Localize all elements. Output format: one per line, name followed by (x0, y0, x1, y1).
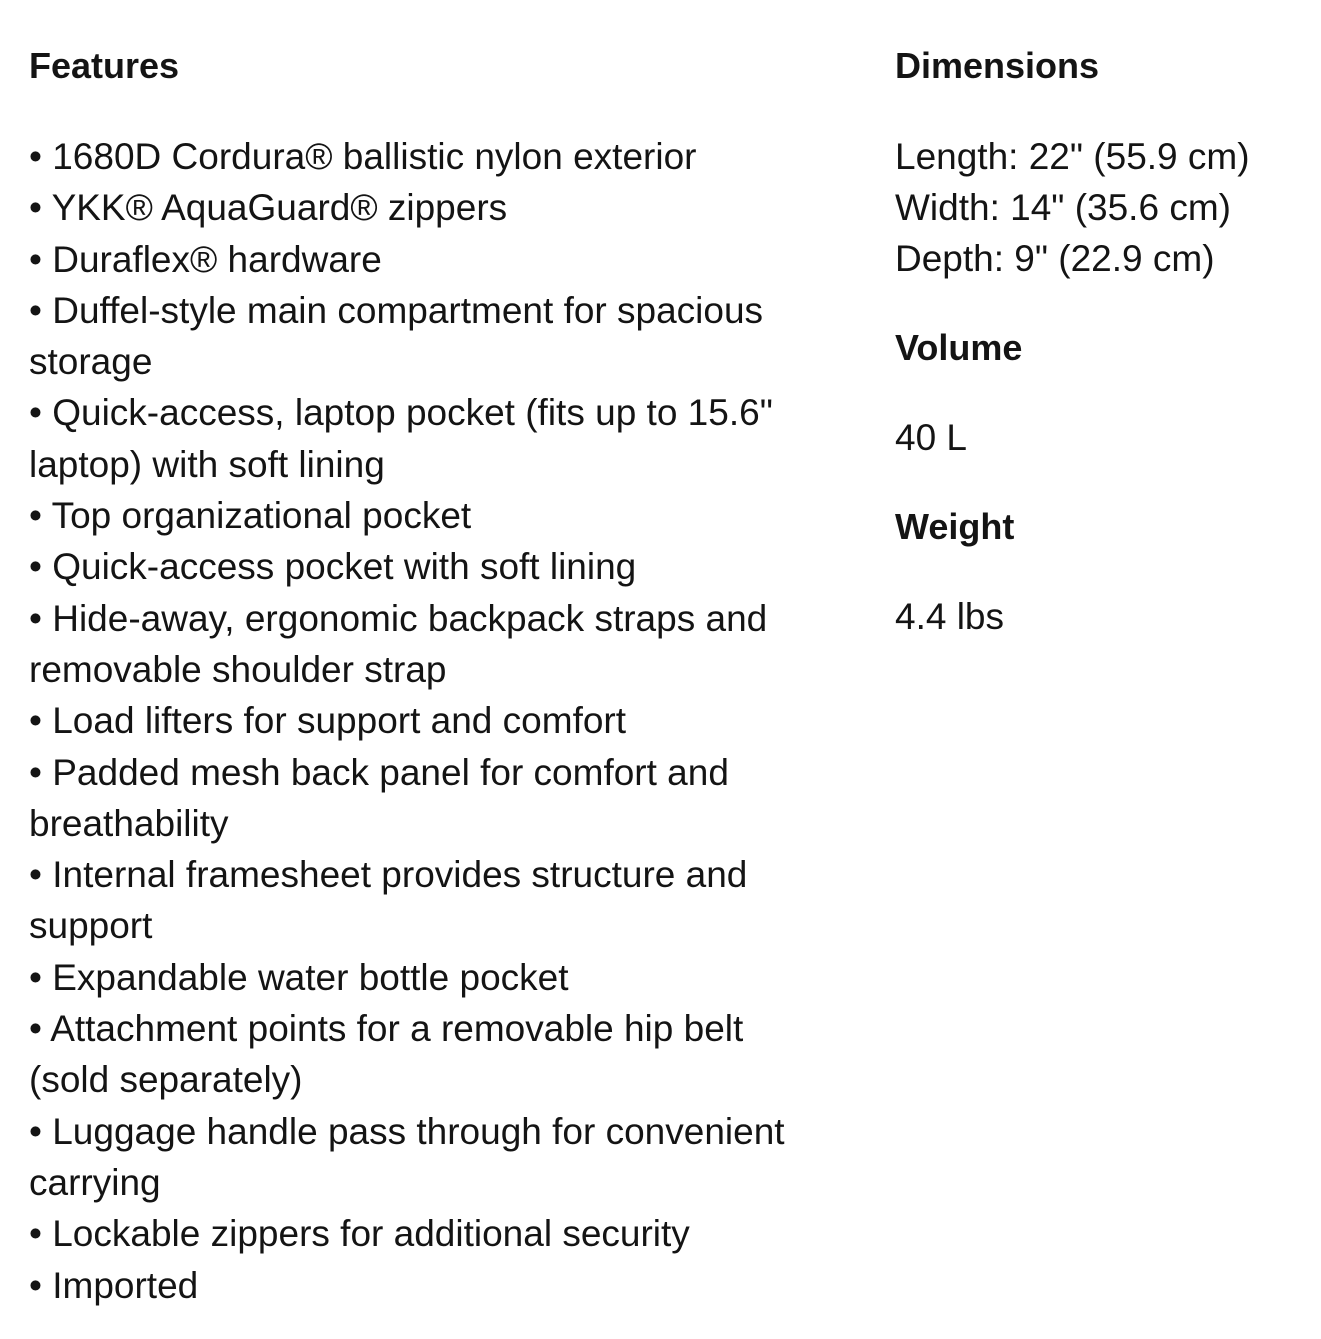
features-heading: Features (29, 45, 180, 86)
feature-item: • Top organizational pocket (29, 495, 472, 537)
dimension-length: Length: 22" (55.9 cm) (895, 136, 1250, 177)
dimensions-list (895, 131, 1315, 284)
feature-item: • Expandable water bottle pocket (29, 956, 569, 998)
feature-item: • 1680D Cordura® ballistic nylon exterior (29, 136, 697, 177)
feature-item: • Lockable zippers for additional security (29, 1213, 690, 1255)
features-list (29, 131, 829, 1311)
weight-heading: Weight (895, 506, 1015, 547)
weight-value: 4.4 lbs (895, 596, 1005, 637)
feature-item: • Padded mesh back panel for comfort and breathability (29, 751, 729, 844)
volume-value: 40 L (895, 417, 968, 458)
specs-section (895, 40, 1315, 642)
feature-item: • Internal framesheet provides structure and support (29, 854, 748, 947)
feature-item: • Attachment points for a removable hip belt (sold separately) (29, 1008, 744, 1101)
feature-item: • Quick-access pocket with soft lining (29, 546, 637, 588)
feature-item: • Luggage handle pass through for convenient carrying (29, 1110, 785, 1203)
feature-item: • Duraflex® hardware (29, 238, 382, 280)
feature-item: • YKK® AquaGuard® zippers (29, 187, 508, 229)
dimension-depth: Depth: 9" (22.9 cm) (895, 238, 1215, 279)
dimension-width: Width: 14" (35.6 cm) (895, 187, 1231, 228)
volume-heading: Volume (895, 327, 1023, 368)
feature-item: • Imported (29, 1264, 199, 1306)
feature-item: • Load lifters for support and comfort (29, 700, 627, 742)
feature-item: • Hide-away, ergonomic backpack straps and removable shoulder strap (29, 597, 768, 690)
features-section (29, 40, 829, 1311)
feature-item: • Quick-access, laptop pocket (fits up to 15.6" laptop) with soft lining (29, 392, 773, 485)
feature-item: • Duffel-style main compartment for spacious storage (29, 289, 764, 383)
dimensions-heading: Dimensions (895, 45, 1100, 86)
